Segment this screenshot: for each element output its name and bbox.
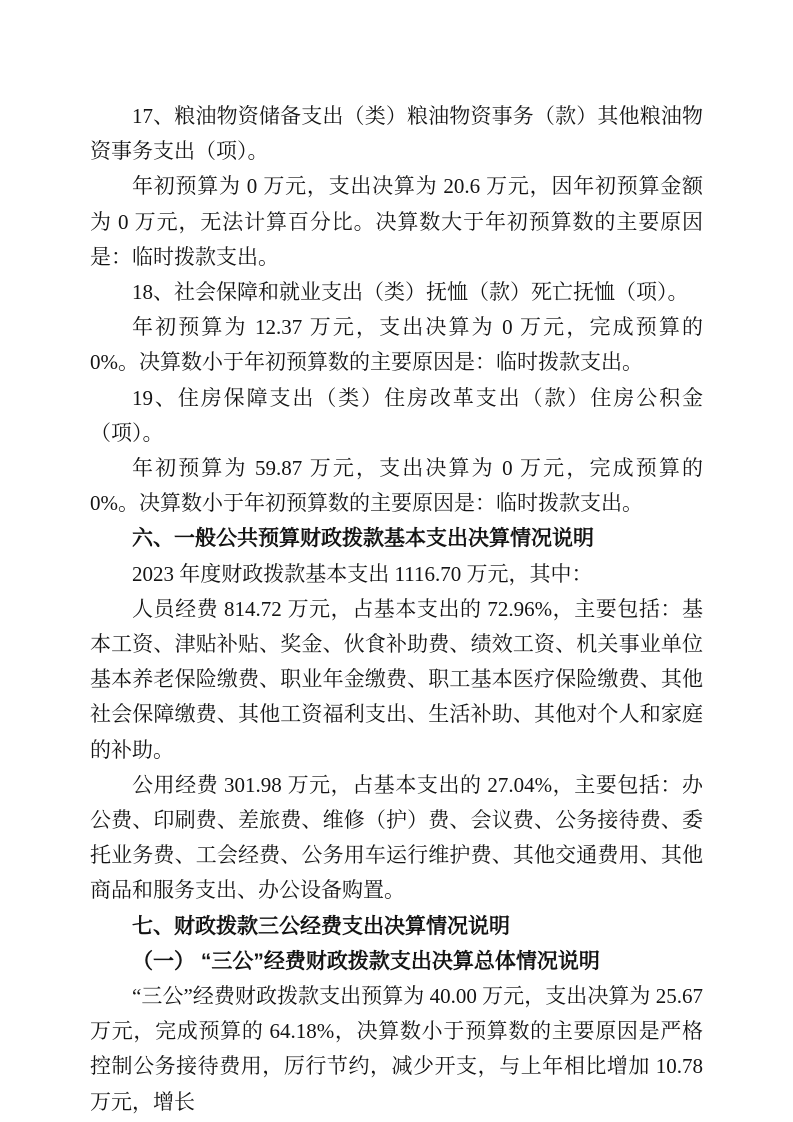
subsection-heading-7-1: （一） “三公”经费财政拨款支出决算总体情况说明	[132, 949, 600, 973]
paragraph-item-19-detail: 年初预算为 59.87 万元，支出决算为 0 万元，完成预算的 0%。决算数小于年初预算数的主要原因是：临时拨款支出。	[90, 456, 703, 516]
section-heading-7: 七、财政拨款三公经费支出决算情况说明	[132, 914, 510, 938]
paragraph-basic-expense-total: 2023 年度财政拨款基本支出 1116.70 万元，其中：	[132, 561, 593, 586]
paragraph-item-18-detail: 年初预算为 12.37 万元，支出决算为 0 万元，完成预算的 0%。决算数小于年初预算数的主要原因是：临时拨款支出。	[90, 315, 703, 375]
paragraph-item-19-title: 19、住房保障支出（类）住房改革支出（款）住房公积金（项）。	[90, 385, 703, 445]
paragraph-public-expense: 公用经费 301.98 万元，占基本支出的 27.04%，主要包括：办公费、印刷费、差旅费、维修（护）费、会议费、公务接待费、委托业务费、工会经费、公务用车运行维护费、其他交通费用、其他商品和服务支出、办公设备购置。	[90, 772, 703, 903]
paragraph-item-18-title: 18、社会保障和就业支出（类）抚恤（款）死亡抚恤（项）。	[132, 280, 689, 305]
paragraph-three-public-expense: “三公”经费财政拨款支出预算为 40.00 万元，支出决算为 25.67 万元，完成预算的 64.18%，决算数小于预算数的主要原因是严格控制公务接待费用，厉行节约，减少开支，与上年相比增加 10.78 万元，增长	[90, 984, 703, 1114]
paragraph-item-17-detail: 年初预算为 0 万元，支出决算为 20.6 万元，因年初预算金额为 0 万元，无法计算百分比。决算数大于年初预算数的主要原因是：临时拨款支出。	[90, 174, 703, 269]
paragraph-personnel-expense: 人员经费 814.72 万元，占基本支出的 72.96%，主要包括：基本工资、津贴补贴、奖金、伙食补助费、绩效工资、机关事业单位基本养老保险缴费、职业年金缴费、职工基本医疗保险缴费、其他社会保障缴费、其他工资福利支出、生活补助、其他对个人和家庭的补助。	[90, 596, 703, 762]
section-heading-6: 六、一般公共预算财政拨款基本支出决算情况说明	[132, 527, 594, 551]
paragraph-item-17-title: 17、粮油物资储备支出（类）粮油物资事务（款）其他粮油物资事务支出（项）。	[90, 104, 703, 164]
